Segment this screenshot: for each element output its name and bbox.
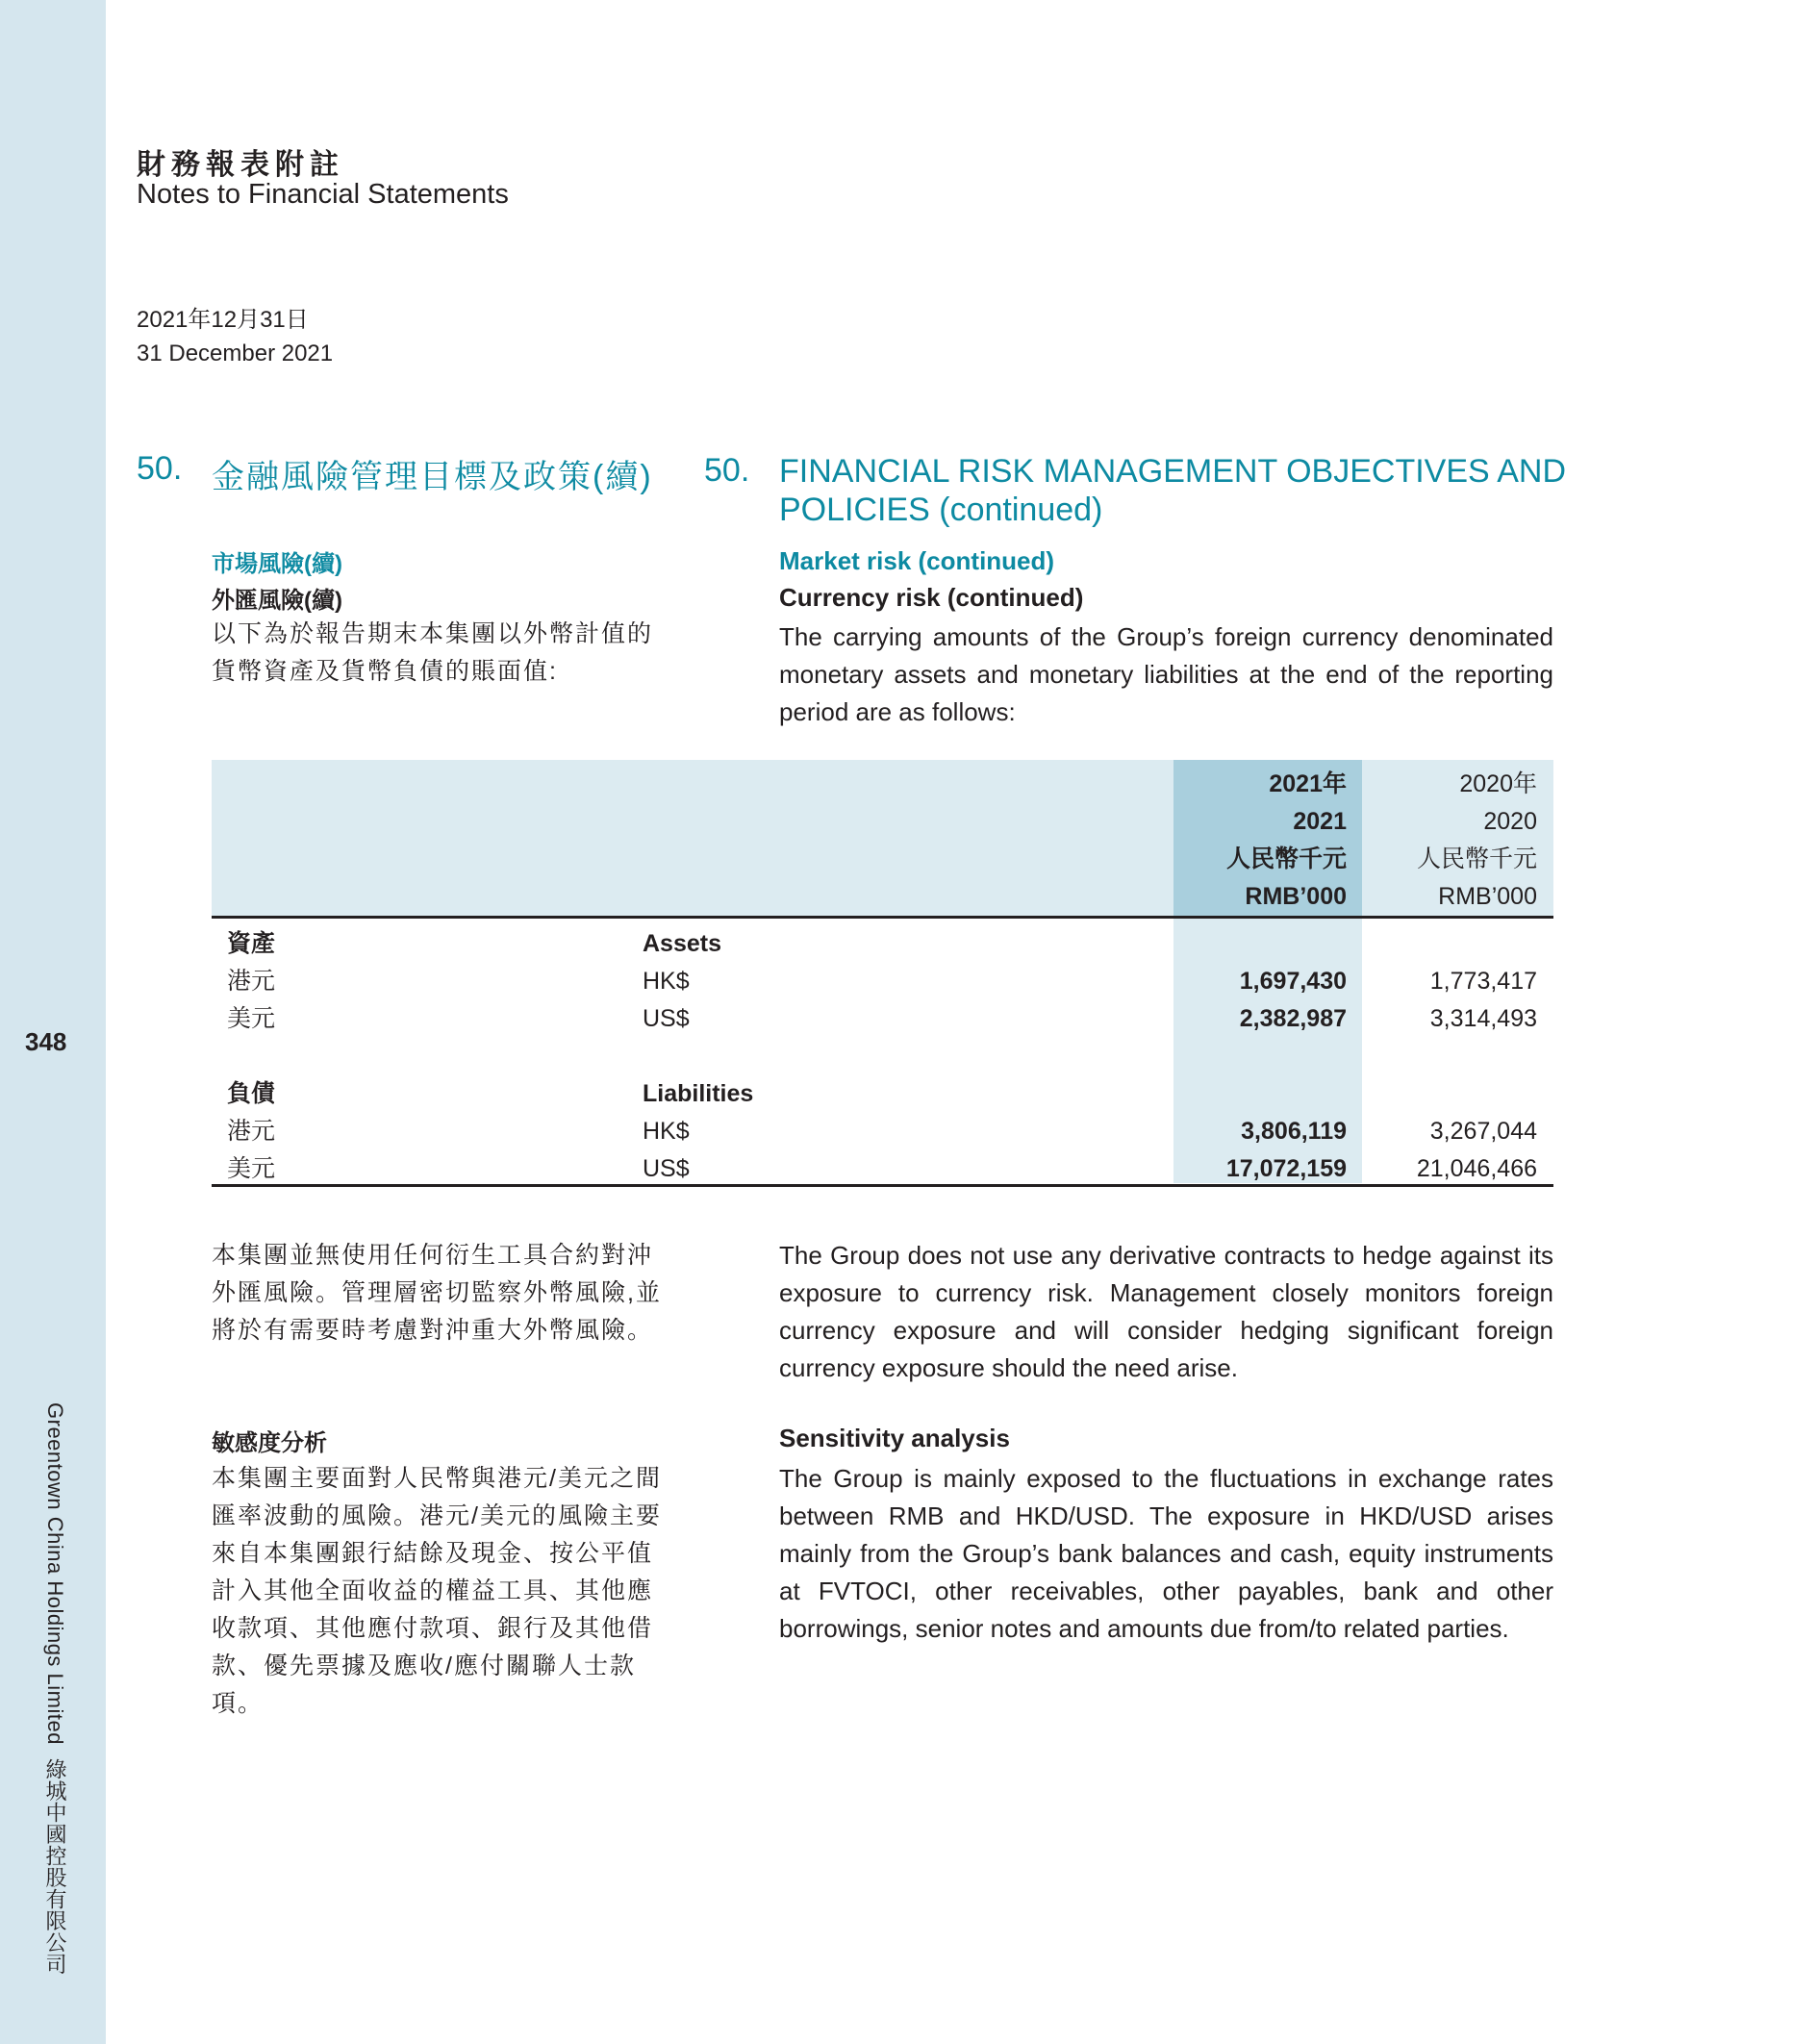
subheading-currency-risk-zh: 外匯風險(續) <box>212 588 342 614</box>
subheading-currency-risk-en: Currency risk (continued) <box>779 583 1084 612</box>
date-zh: 2021年12月31日 <box>137 307 309 333</box>
table-cell: US$ <box>643 1155 690 1182</box>
table-cell-2020: 1,773,417 <box>1429 968 1537 995</box>
table-rule-bottom <box>212 1184 1553 1187</box>
header-2020-unit-zh: 人民幣千元 <box>1416 845 1537 872</box>
table-cell-2021: 2,382,987 <box>1239 1005 1347 1032</box>
subheading-market-risk-zh: 市場風險(續) <box>212 551 342 577</box>
table-cell: HK$ <box>643 1118 690 1145</box>
table-cell: 美元 <box>227 1155 276 1182</box>
page-number: 348 <box>25 1027 67 1056</box>
table-cell: 美元 <box>227 1005 276 1032</box>
date-en: 31 December 2021 <box>137 341 334 366</box>
table-cell-2020: 3,267,044 <box>1429 1118 1537 1145</box>
table-rule-top <box>212 916 1553 919</box>
hedging-paragraph-zh: 本集團並無使用任何衍生工具合約對沖外匯風險。管理層密切監察外幣風險,並將於有需要時考慮對沖重大外幣風險。 <box>212 1242 662 1344</box>
section-number-en: 50. <box>704 452 750 489</box>
table-cell: 港元 <box>227 1118 276 1145</box>
liabilities-label-zh: 負債 <box>227 1080 276 1107</box>
header-2020-year-zh: 2020年 <box>1459 770 1537 797</box>
assets-label-zh: 資產 <box>227 930 276 957</box>
company-name-en: Greentown China Holdings Limited <box>43 1402 67 1745</box>
header-2021-year-en: 2021 <box>1293 808 1347 835</box>
header-2021-year-zh: 2021年 <box>1269 770 1347 797</box>
header-title-zh: 財務報表附註 <box>137 148 344 182</box>
hedging-paragraph-en: The Group does not use any derivative contracts to hedge against its exposure to currency risk. Management closely monitors foreign currency exposure and will consider hedging significant foreign currency exposure should the need arise. <box>779 1241 1553 1382</box>
sensitivity-paragraph-en: The Group is mainly exposed to the fluctuations in exchange rates between RMB and HKD/USD. The exposure in HKD/USD arises mainly from the Group’s bank balances and cash, equity instruments at FVTOCI, other receivables, other payables, bank and other borrowings, senior notes and amounts due from/to related parties. <box>779 1464 1553 1643</box>
table-cell-2021: 3,806,119 <box>1241 1118 1347 1145</box>
table-cell: US$ <box>643 1005 690 1032</box>
table-cell: 港元 <box>227 968 276 995</box>
header-2020-unit-en: RMB’000 <box>1438 883 1537 910</box>
subheading-market-risk-en: Market risk (continued) <box>779 546 1055 575</box>
header-2021-unit-zh: 人民幣千元 <box>1225 845 1347 872</box>
table-cell-2020: 3,314,493 <box>1429 1005 1537 1032</box>
table-cell-2021: 1,697,430 <box>1239 968 1347 995</box>
assets-label-en: Assets <box>643 930 721 957</box>
company-name-zh: 綠城中國控股有限公司 <box>43 1757 67 1975</box>
sensitivity-heading-en: Sensitivity analysis <box>779 1424 1010 1452</box>
table-cell-2021: 17,072,159 <box>1225 1155 1347 1182</box>
company-name-vertical <box>40 1402 70 1975</box>
header-2021-unit-en: RMB’000 <box>1245 883 1347 910</box>
section-title-zh: 金融風險管理目標及政策(續) <box>212 459 653 495</box>
intro-paragraph-zh: 以下為於報告期末本集團以外幣計值的貨幣資產及貨幣負債的賬面值: <box>212 620 654 685</box>
sensitivity-heading-zh: 敏感度分析 <box>212 1430 327 1456</box>
table-cell-2020: 21,046,466 <box>1416 1155 1537 1182</box>
liabilities-label-en: Liabilities <box>643 1080 754 1107</box>
header-2020-year-en: 2020 <box>1483 808 1537 835</box>
section-title-en: FINANCIAL RISK MANAGEMENT OBJECTIVES AND POLICIES (continued) <box>779 453 1567 528</box>
sensitivity-paragraph-zh: 本集團主要面對人民幣與港元/美元之間匯率波動的風險。港元/美元的風險主要來自本集團銀行結餘及現金、按公平值計入其他全面收益的權益工具、其他應收款項、其他應付款項、銀行及其他借款、優先票據及應收/應付關聯人士款項。 <box>212 1465 662 1717</box>
intro-paragraph-en: The carrying amounts of the Group’s foreign currency denominated monetary assets and monetary liabilities at the end of the reporting period are as follows: <box>779 622 1553 726</box>
header-title-en: Notes to Financial Statements <box>137 179 509 210</box>
section-number-zh: 50. <box>137 450 183 487</box>
table-cell: HK$ <box>643 968 690 995</box>
